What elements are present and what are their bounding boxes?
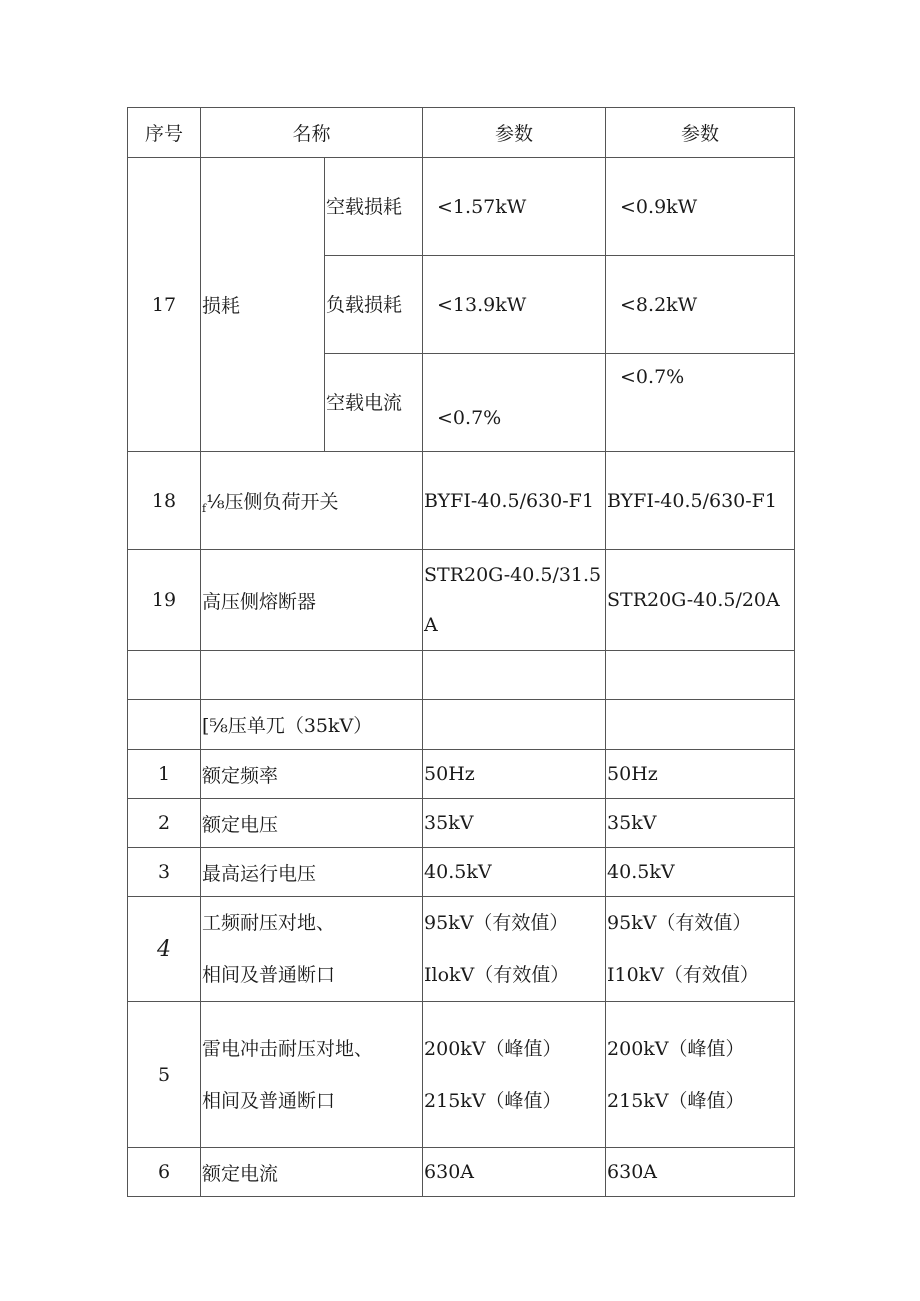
- row-name: [201, 452, 423, 550]
- param-2-line-1: 95kV（有效值）: [607, 912, 752, 934]
- row-name: 最高运行电压: [201, 848, 423, 897]
- param-1: <0.7%: [423, 354, 606, 452]
- param-1: 40.5kV: [423, 848, 606, 897]
- table-row: [128, 1002, 795, 1148]
- param-1-line-1: 200kV（峰值）: [424, 1037, 562, 1060]
- empty-row: [128, 651, 795, 700]
- param-1-line-2: IlokV（有效值）: [424, 964, 570, 986]
- row-name: 高压侧熔断器: [201, 550, 423, 651]
- param-1: BYFI-40.5/630-F1: [423, 452, 606, 550]
- row-name: 额定电流: [201, 1148, 423, 1197]
- row-no: 5: [128, 1002, 201, 1148]
- header-param-2: 参数: [606, 108, 795, 158]
- table-row: [128, 848, 795, 897]
- param-1: 50Hz: [423, 750, 606, 799]
- header-name: 名称: [201, 108, 423, 158]
- row-no: 18: [128, 452, 201, 550]
- param-2-line-1: 200kV（峰值）: [607, 1037, 745, 1060]
- row-no: 1: [128, 750, 201, 799]
- header-param-1: 参数: [423, 108, 606, 158]
- row-no: [128, 897, 201, 1002]
- row-name: [201, 897, 423, 1002]
- param-2: [606, 897, 795, 1002]
- param-2: 630A: [606, 1148, 795, 1197]
- param-2: <8.2kW: [606, 256, 795, 354]
- section-row: [128, 700, 795, 750]
- table-row: [128, 158, 795, 256]
- row-name-line-1: 工频耐压对地、: [202, 912, 336, 934]
- sub-name: 空载电流: [325, 354, 423, 452]
- row-no: 6: [128, 1148, 201, 1197]
- header-row: [128, 108, 795, 158]
- row-no-text: 4: [157, 936, 171, 962]
- table-row: [128, 799, 795, 848]
- sub-name: 空载损耗: [325, 158, 423, 256]
- row-name-line-1: 雷电冲击耐压对地、: [202, 1037, 374, 1060]
- sub-name: 负载损耗: [325, 256, 423, 354]
- header-no: 序号: [128, 108, 201, 158]
- section-title: [⅝压单兀（35kV）: [201, 700, 423, 750]
- row-no: 19: [128, 550, 201, 651]
- param-1: [423, 1002, 606, 1148]
- row-no: 3: [128, 848, 201, 897]
- table-row: [128, 550, 795, 651]
- param-2: 35kV: [606, 799, 795, 848]
- row-name-line-2: 相间及普通断口: [202, 964, 336, 986]
- param-1: 630A: [423, 1148, 606, 1197]
- row-name: 额定频率: [201, 750, 423, 799]
- row-name: 损耗: [201, 158, 325, 452]
- param-1: <13.9kW: [423, 256, 606, 354]
- table-row: [128, 452, 795, 550]
- row-name: 额定电压: [201, 799, 423, 848]
- row-name-line-2: 相间及普通断口: [202, 1089, 336, 1112]
- table-row: [128, 750, 795, 799]
- table-row: [128, 1148, 795, 1197]
- name-text: ⅛压侧负荷开关: [206, 490, 339, 513]
- spec-table: [127, 107, 795, 1197]
- param-1-line-2: 215kV（峰值）: [424, 1089, 562, 1112]
- param-1: 35kV: [423, 799, 606, 848]
- row-name: [201, 1002, 423, 1148]
- name-prefix: f: [202, 501, 207, 515]
- row-no: 2: [128, 799, 201, 848]
- table-row: [128, 897, 795, 1002]
- param-2: [606, 1002, 795, 1148]
- param-2: <0.9kW: [606, 158, 795, 256]
- param-2-line-2: 215kV（峰值）: [607, 1089, 745, 1112]
- row-no: 17: [128, 158, 201, 452]
- param-1: <1.57kW: [423, 158, 606, 256]
- param-2: 50Hz: [606, 750, 795, 799]
- param-2: 40.5kV: [606, 848, 795, 897]
- param-2: BYFI-40.5/630-F1: [606, 452, 795, 550]
- param-1: [423, 897, 606, 1002]
- param-2: STR20G-40.5/20A: [606, 550, 795, 651]
- param-2: <0.7%: [606, 354, 795, 452]
- param-1-line-1: 95kV（有效值）: [424, 912, 569, 934]
- param-1: STR20G-40.5/31.5A: [423, 550, 606, 651]
- param-2-line-2: I10kV（有效值）: [607, 964, 759, 986]
